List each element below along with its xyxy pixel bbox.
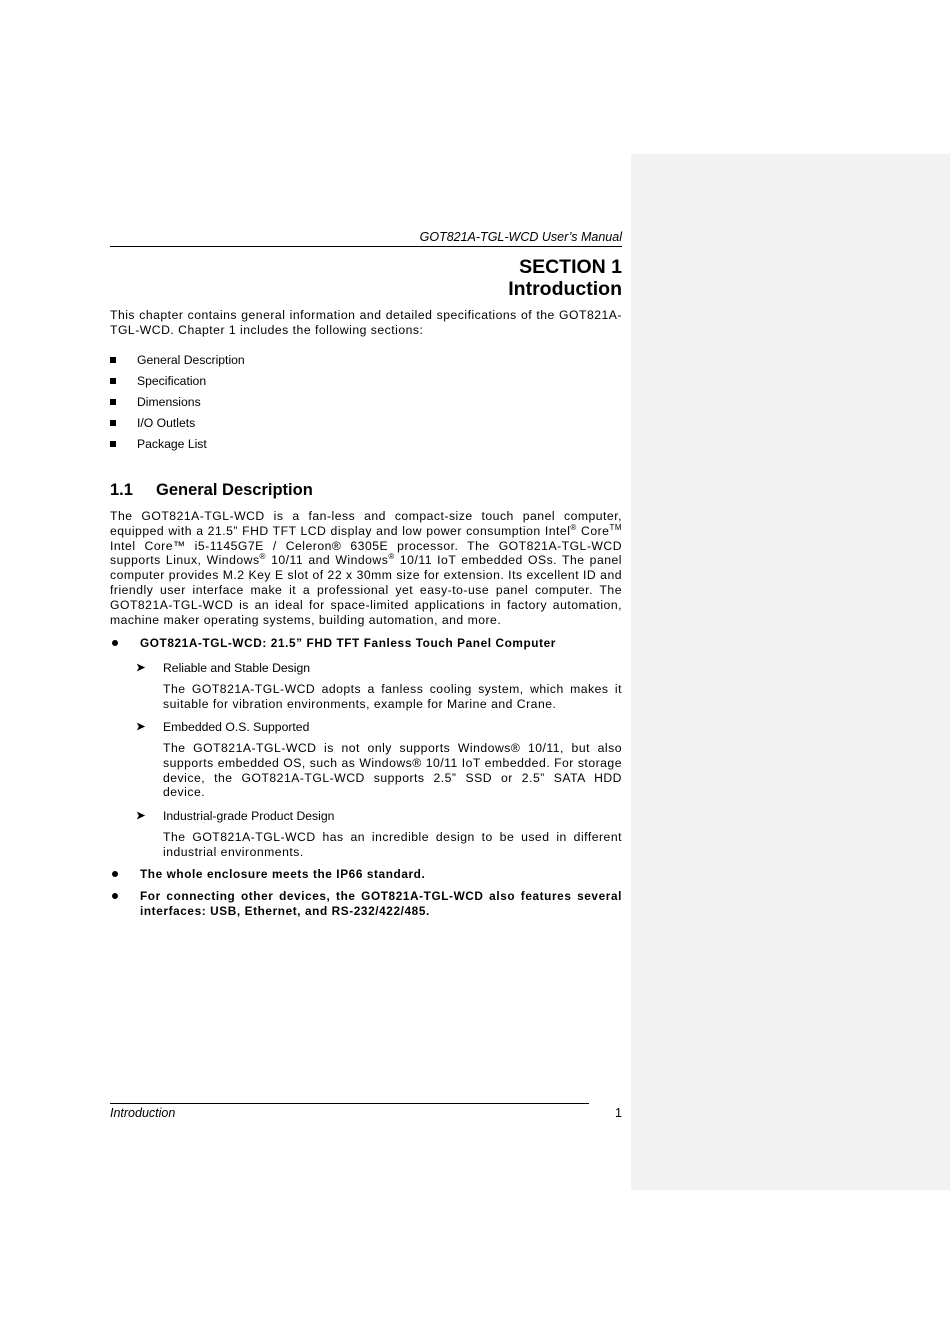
header-rule [110, 246, 622, 247]
intro-paragraph: This chapter contains general information and detailed specifications of the GOT821A-TGL-WCD. Chapter 1 includes the following sections: [110, 308, 622, 337]
subsection-number: 1.1 [110, 481, 133, 499]
round-bullet-icon [112, 640, 118, 646]
running-header: GOT821A-TGL-WCD User’s Manual [419, 230, 622, 244]
chevron-right-icon: ➤ [136, 721, 146, 733]
footer-rule [110, 1103, 589, 1104]
comment-pane [631, 154, 950, 1190]
section-title: Introduction [508, 278, 622, 300]
feature-paragraph: The GOT821A-TGL-WCD adopts a fanless cooling system, which makes it suitable for vibration environments, example for Marine and Crane. [163, 682, 622, 711]
square-bullet-icon [110, 399, 116, 405]
general-description-paragraph: The GOT821A-TGL-WCD is a fan-less and compact-size touch panel computer, equipped with a 21.5” FHD TFT LCD display and low power consumption Intel® Core™ Intel Core™ i5-1145G7E / Celeron® 6305E processor. The GOT821A-TGL-WCD supports Linux, Windows® 10/11 and Windows® 10/11 IoT embedded OSs. The panel computer provides M.2 Key E slot of 22 x 30mm size for extension. Its excellent ID and friendly user interface make it a professional yet easy-to-use panel computer. The GOT821A-TGL-WCD is an ideal for space-limited applications in factory automation, machine maker operating systems, building automation, and more. [110, 509, 622, 627]
round-bullet-icon [112, 871, 118, 877]
square-bullet-icon [110, 420, 116, 426]
square-bullet-icon [110, 378, 116, 384]
round-bullet-icon [112, 893, 118, 899]
subsection-title: General Description [156, 481, 313, 499]
feature-paragraph: The GOT821A-TGL-WCD is not only supports Windows® 10/11, but also supports embedded OS, such as Windows® 10/11 IoT embedded. For storage device, the GOT821A-TGL-WCD supports 2.5” SSD or 2.5” SATA HDD device. [163, 741, 622, 800]
subsection-heading [110, 481, 313, 500]
section-number: SECTION 1 [519, 256, 622, 278]
running-footer: Introduction [110, 1106, 176, 1120]
chevron-right-icon: ➤ [136, 810, 146, 822]
feature-paragraph: The GOT821A-TGL-WCD has an incredible design to be used in different industrial environments. [163, 830, 622, 859]
square-bullet-icon [110, 357, 116, 363]
chevron-right-icon: ➤ [136, 662, 146, 674]
page-number: 1 [615, 1106, 622, 1120]
square-bullet-icon [110, 441, 116, 447]
